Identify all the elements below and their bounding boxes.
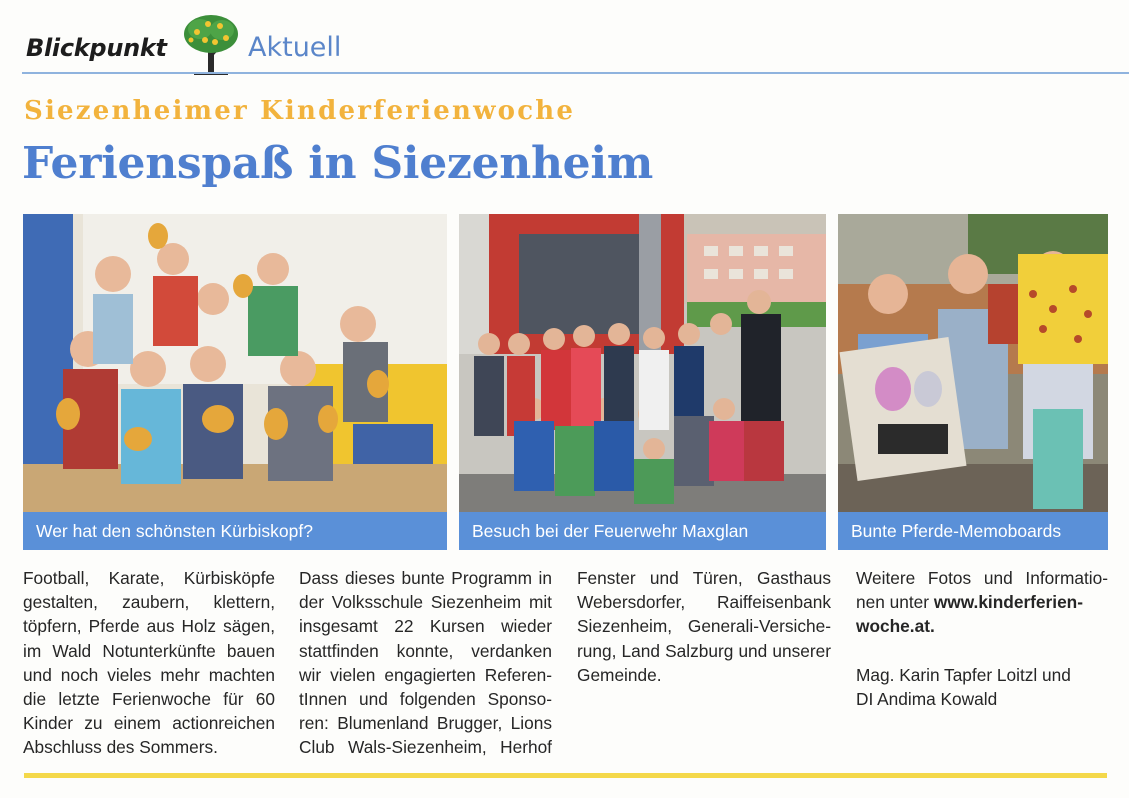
text-line: gestalten, zaubern, klettern, [23, 592, 275, 613]
photo-fire-department-image [459, 214, 826, 550]
photo-horse-boards-image [838, 214, 1108, 550]
article-column-4 [856, 566, 1108, 711]
website-link[interactable]: www.kinderferien- [933, 592, 1083, 613]
photo-pumpkin-kids-image [23, 214, 447, 550]
photo-caption: Besuch bei der Feuerwehr Maxglan [459, 512, 826, 550]
text-line: Weitere Fotos und Informatio- [856, 568, 1108, 588]
text-line-with-link [856, 590, 1108, 614]
page-header [22, 10, 1129, 72]
article-column-3 [577, 566, 831, 687]
article-column-2 [299, 566, 552, 760]
text-line: Gemeinde. [577, 664, 662, 685]
photo-fire-department [459, 214, 826, 550]
text-line: töpfern, Pferde aus Holz sägen, [23, 616, 275, 637]
website-link-continued[interactable]: woche.at. [856, 616, 935, 637]
text-line: die letzte Ferienwoche für 60 [23, 689, 275, 710]
text-line: Webersdorfer, Raiffeisenbank [577, 592, 831, 613]
signature-line: Mag. Karin Tapfer Loitzl und [856, 664, 1071, 685]
tree-icon [180, 12, 242, 78]
photo-horse-boards [838, 214, 1108, 550]
text-line: tInnen und folgenden Sponso- [299, 689, 552, 710]
text-line: Kinder zu einem actionreichen [23, 713, 275, 734]
photo-caption: Bunte Pferde-Memoboards [838, 512, 1108, 550]
text-line: Club Wals-Siezenheim, Herhof [299, 737, 552, 758]
text-line: rung, Land Salzburg und unserer [577, 640, 831, 661]
text-line: Abschluss des Sommers. [23, 737, 218, 758]
text-line: der Volksschule Siezenheim mit [299, 592, 552, 613]
brand-blickpunkt: Blickpunkt [26, 34, 167, 62]
text-line: stattfinden konnte, verdanken [299, 640, 552, 661]
text-fragment: nen unter [856, 592, 934, 613]
text-line: und noch vieles mehr machten [23, 664, 275, 685]
text-line: insgesamt 22 Kursen wieder [299, 616, 552, 637]
article-kicker: Siezenheimer Kinderferienwoche [24, 96, 576, 126]
text-line: Fenster und Türen, Gasthaus [577, 568, 831, 588]
header-divider [22, 72, 1129, 74]
article-column-1 [23, 566, 275, 760]
text-line: Dass dieses bunte Programm in [299, 568, 552, 588]
text-line: im Wald Notunterkünfte bauen [23, 640, 275, 661]
text-line: wir vielen engagierten Referen- [299, 664, 552, 685]
footer-divider [24, 773, 1107, 778]
text-line: Siezenheim, Generali-Versiche- [577, 616, 831, 637]
brand-aktuell: Aktuell [248, 32, 342, 63]
article-headline: Ferienspaß in Siezenheim [22, 138, 654, 189]
text-line: ren: Blumenland Brugger, Lions [299, 713, 552, 734]
photo-caption: Wer hat den schönsten Kürbiskopf? [23, 512, 447, 550]
text-line: Football, Karate, Kürbisköpfe [23, 568, 275, 588]
photo-pumpkin-kids [23, 214, 447, 550]
signature-line: DI Andima Kowald [856, 688, 998, 709]
